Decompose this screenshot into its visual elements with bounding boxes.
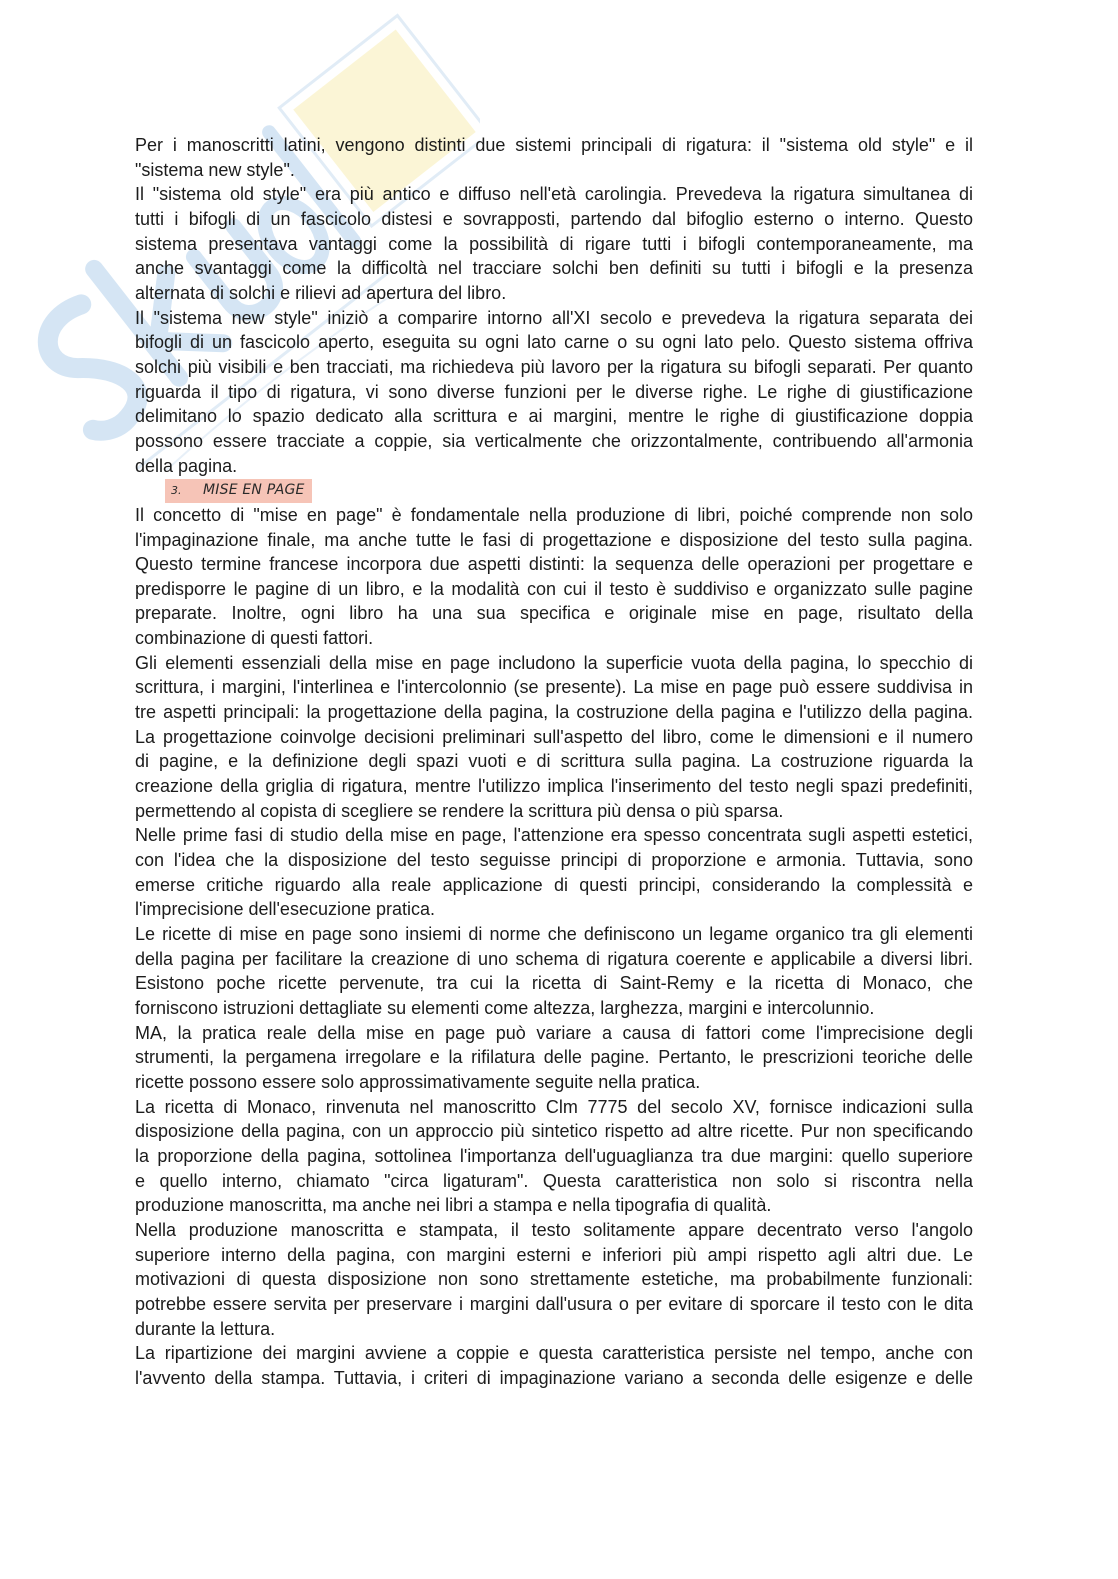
text-line: Il "sistema new style" iniziò a comparire intorno all'XI secolo e prevedeva la rigatura separata dei (135, 307, 973, 328)
text-line: solchi più visibili e ben tracciati, ma richiedeva più lavoro per la rigatura su bifogli separati. Per quanto (135, 356, 973, 377)
text-line: durante la lettura. (135, 1318, 276, 1339)
paragraph (135, 182, 973, 305)
text-line: alternata di solchi e rilievi ad apertura del libro. (135, 282, 507, 303)
text-line: disposizione della pagina, con un approccio più sintetico rispetto ad altre ricette. Pur non specificando (135, 1121, 973, 1142)
section-title: MISE EN PAGE (203, 482, 305, 499)
text-line: emerse critiche riguardo alla reale applicazione di questi principi, considerando la complessità e (135, 874, 973, 895)
text-line: creazione della griglia di rigatura, mentre l'utilizzo implica l'inserimento del testo negli spazi predefiniti, (135, 776, 973, 797)
paragraph (135, 306, 973, 479)
text-line: l'avvento della stampa. Tuttavia, i criteri di impaginazione variano a seconda delle esigenze e delle (135, 1367, 973, 1388)
text-line: potrebbe essere servita per preservare i margini dall'usura o per evitare di sporcare il testo con le dita (135, 1293, 973, 1314)
text-line: possono essere tracciate a coppie, sia verticalmente che orizzontalmente, contribuendo all'armonia (135, 430, 973, 451)
text-line: scrittura, i margini, l'interlinea e l'intercolonnio (se presente). La mise en page può essere suddivisa in (135, 677, 973, 698)
paragraph (135, 823, 973, 922)
paragraph (135, 922, 973, 1021)
text-line: l'imprecisione dell'esecuzione pratica. (135, 899, 436, 920)
text-line: motivazioni di questa disposizione non sono strettamente estetiche, ma probabilmente funzionali: (135, 1269, 973, 1290)
text-line: bifogli di un fascicolo aperto, eseguita su ogni lato carne o su ogni lato pelo. Questo sistema offriva (135, 332, 973, 353)
text-line: La ricetta di Monaco, rinvenuta nel manoscritto Clm 7775 del secolo XV, fornisce indicazioni sulla (135, 1096, 973, 1117)
text-line: Questo termine francese incorpora due aspetti distinti: la sequenza delle operazioni per progettare e (135, 554, 973, 575)
text-line: permettendo al copista di scegliere se rendere la scrittura più densa o più sparsa. (135, 800, 784, 821)
text-line: La progettazione coinvolge decisioni preliminari sull'aspetto del libro, come le dimensioni e il numero (135, 726, 973, 747)
text-line: con l'idea che la disposizione del testo seguisse principi di proporzione e armonia. Tuttavia, sono (135, 850, 973, 871)
text-line: tutti i bifogli di un fascicolo distesi e sovrapposti, partendo dal bifoglio esterno o interno. Questo (135, 208, 973, 229)
text-line: produzione manoscritta, ma anche nei libri a stampa e nella tipografia di qualità. (135, 1195, 772, 1216)
text-line: della pagina. (135, 455, 238, 476)
text-line: "sistema new style". (135, 159, 295, 180)
section-number: 3. (171, 484, 182, 498)
paragraph (135, 1218, 973, 1341)
text-line: delimitano lo spazio dedicato alla scrittura e ai margini, mentre le righe di giustificazione doppia (135, 406, 973, 427)
text-line: superiore interno della pagina, con margini esterni e inferiori più ampi rispetto agli altri due. Le (135, 1244, 973, 1265)
text-line: della pagina per facilitare la creazione di uno schema di rigatura coerente e applicabile a diversi libri. (135, 948, 973, 969)
text-line: combinazione di questi fattori. (135, 628, 374, 649)
text-line: Per i manoscritti latini, vengono distinti due sistemi principali di rigatura: il "sistema old style" e il (135, 135, 973, 155)
text-line: Il "sistema old style" era più antico e diffuso nell'età carolingia. Prevedeva la rigatura simultanea di (135, 184, 973, 205)
text-line: Esistono poche ricette pervenute, tra cui la ricetta di Saint-Remy e la ricetta di Monaco, che (135, 973, 973, 994)
text-line: MA, la pratica reale della mise en page può variare a causa di fattori come l'imprecisione degli (135, 1022, 973, 1043)
text-line: Gli elementi essenziali della mise en page includono la superficie vuota della pagina, lo specchio di (135, 652, 973, 673)
paragraph (135, 1341, 973, 1390)
text-line: sistema presentava vantaggi come la possibilità di rigare tutti i bifogli contemporaneamente, ma (135, 233, 973, 254)
text-line: tre aspetti principali: la progettazione della pagina, la costruzione della pagina e l'utilizzo della pagina. (135, 702, 973, 723)
text-line: e quello interno, chiamato "circa ligaturam". Questa caratteristica non solo si riscontra nella (135, 1170, 973, 1191)
paragraph (135, 1021, 973, 1095)
section-heading (135, 478, 973, 503)
text-line: ricette possono essere solo approssimativamente seguite nella pratica. (135, 1071, 701, 1092)
document-body (135, 133, 973, 1390)
text-line: Il concetto di "mise en page" è fondamentale nella produzione di libri, poiché comprende non solo (135, 504, 973, 525)
text-line: predisporre le pagine di un libro, e la modalità con cui il testo è suddiviso e organizzato sulle pagine (135, 578, 973, 599)
text-line: La ripartizione dei margini avviene a coppie e questa caratteristica persiste nel tempo, anche con (135, 1343, 973, 1364)
text-line: Le ricette di mise en page sono insiemi di norme che definiscono un legame organico tra gli elementi (135, 924, 973, 944)
text-line: Nella produzione manoscritta e stampata, il testo solitamente appare decentrato verso l'angolo (135, 1219, 973, 1240)
text-line: strumenti, la pergamena irregolare e la rifilatura delle pagine. Pertanto, le prescrizioni teoriche delle (135, 1047, 973, 1068)
paragraph (135, 1095, 973, 1218)
text-line: anche svantaggi come la difficoltà nel tracciare solchi ben definiti su tutti i bifogli e la presenza (135, 258, 973, 279)
text-line: di pagine, e la definizione degli spazi vuoti e di scrittura sulla pagina. La costruzione riguarda la (135, 751, 973, 772)
paragraph (135, 503, 973, 651)
paragraph (135, 133, 973, 182)
text-line: Nelle prime fasi di studio della mise en page, l'attenzione era spesso concentrata sugli aspetti estetici, (135, 825, 973, 846)
text-line: l'impaginazione finale, ma anche tutte le fasi di progettazione e disposizione del testo sulla pagina. (135, 529, 973, 550)
paragraph (135, 651, 973, 824)
text-line: preparate. Inoltre, ogni libro ha una sua specifica e originale mise en page, risultato della (135, 603, 973, 624)
text-line: la proporzione della pagina, sottolinea l'importanza dell'uguaglianza tra due margini: quello superiore (135, 1145, 973, 1166)
text-line: forniscono istruzioni dettagliate su elementi come altezza, larghezza, margini e intercolunnio. (135, 997, 875, 1018)
text-line: riguarda il tipo di rigatura, vi sono diverse funzioni per le diverse righe. Le righe di giustificazione (135, 381, 973, 402)
